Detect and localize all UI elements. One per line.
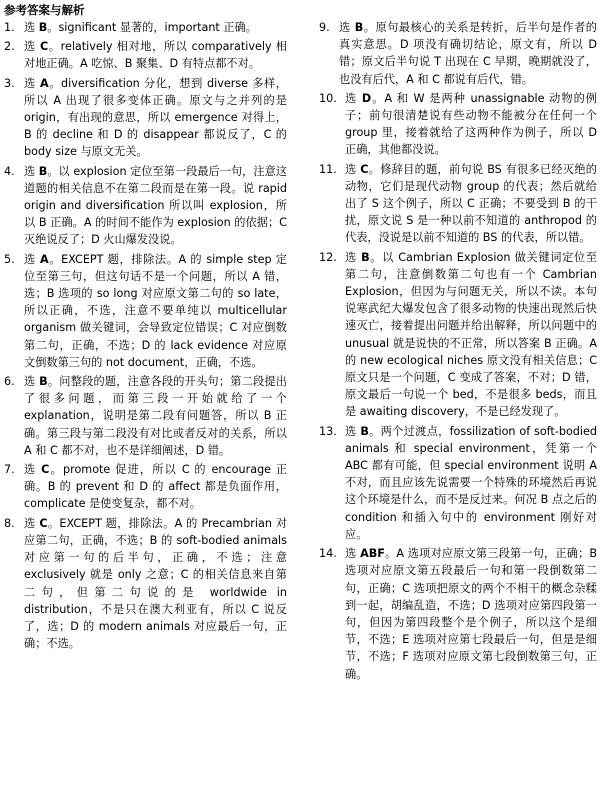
item-explanation [24,373,287,459]
item-number: 3. [4,76,15,90]
answer-item [4,461,287,513]
item-explanation [24,515,287,653]
answer-letter: B [360,424,369,438]
item-explanation [24,38,287,72]
item-explanation [339,19,597,88]
item-number: 6. [4,375,15,389]
item-number: 11. [319,162,337,176]
item-number: 10. [319,91,337,105]
item-explanation [24,461,287,513]
item-number: 13. [319,424,337,438]
choose-label: 选 [24,375,40,389]
answer-letter: ABF [360,547,385,561]
answer-item [319,545,597,683]
answer-letter: B [361,250,370,264]
answer-item [319,249,597,421]
left-column [4,19,287,654]
answer-letter: C [41,463,50,477]
item-number: 4. [4,164,15,178]
explanation-text: 。diversification 分化，想到 diverse 多样，所以 A 出现了很多变体正确。原文与之并列的是 origin，有出现的意思，所以 emergence 对得上，B 的 decline 和 D 的 disappear 都说反了，C 的 body size 与原文无关。 [24,76,287,159]
explanation-text: 。A 选项对应原文第三段第一句，正确；B 选项对应原文第五段最后一句和第一段倒数第二句，正确；C 选项把原文的两个不相干的概念杂糅到一起，胡编乱造，不选；D 选项对应第四段第一句，但因为第四段整个是个例子，所以这个是细节，不选；E 选项对应第七段最后一句，但是是细节，不选；F 选项对应原文第七段倒数第三句，正确。 [345,547,597,681]
item-explanation [345,423,597,543]
explanation-text: 。原句最核心的关系是转折，后半句是作者的真实意思。D 项没有确切结论，原文有，所以 D 错；原文后半句说 T 出现在 C 早期，晚期就没了，也没有后代，A 和 C 都说有后代，错。 [339,21,597,86]
explanation-text: 。两个过渡点，fossilization of soft-bodied animals 和 special environment，凭第一个 ABC 都有可能，但 special environment 说明 A 不对，而且应该先说需要一个特殊的环境然后再说这个环境是什么，而不是反过来。何况 B 点之后的 condition 和插入句中的 environment 刚好对应。 [345,424,597,541]
choose-label: 选 [345,91,362,105]
answer-item [319,161,597,247]
item-explanation [345,249,597,421]
explanation-text: 。significant 显著的，important 正确。 [47,21,257,34]
choose-label: 选 [24,463,42,477]
item-explanation [345,90,597,159]
choose-label: 选 [345,162,361,176]
explanation-text: 。问整段的题，注意各段的开头句；第二段提出了很多问题，而第三段一开始就给了一个 explanation，说明是第二段有问题答，所以 B 正确。第三段与第二段没有对比或者反对的关系，所以 A 和 C 都不对，也不是详细阐述，D 错。 [24,375,287,457]
choose-label: 选 [24,516,40,530]
choose-label: 选 [345,424,361,438]
explanation-text: 。A 和 W 是两种 unassignable 动物的例子；前句很清楚说有些动物不能被分在任何一个 group 里，接着就给了这两种作为例子，所以 D 正确，其他都没说。 [345,91,597,157]
answer-letter: A [40,252,49,266]
answer-item [4,251,287,371]
answer-letter: B [39,375,48,389]
answer-item [4,373,287,459]
item-number: 14. [319,547,337,561]
answer-item [4,515,287,653]
item-explanation [24,163,287,249]
explanation-text: 。relatively 相对地，所以 comparatively 相对地正确。A 吃惊、B 聚集、D 有特点都不对。 [24,40,287,71]
choose-label: 选 [24,21,39,34]
answer-item [319,19,597,88]
explanation-text: 。promote 促进，所以 C 的 encourage 正确。B 的 prevent 和 D 的 affect 都是负面作用，complicate 是使变复杂，都不对。 [24,463,288,511]
item-number: 2. [4,40,15,54]
explanation-text: 。EXCEPT 题，排除法。A 的 simple step 定位至第三句，但这句话不是一个问题，所以 A 错，选；B 选项的 so long 对应原文第二句的 so late，所以正确，不选，注意不要单纯以 multicellular organism 做关键词，会导致定位错误；C 对应倒数第二句，正确，不选；D 的 lack evidence 对应原文倒数第三句的 not document，正确，不选。 [24,252,287,369]
choose-label: 选 [24,164,39,178]
answer-letter: C [39,40,49,54]
item-explanation [345,161,597,247]
answer-letter: C [39,516,48,530]
page-title: 参考答案与解析 [4,3,85,17]
answer-item [319,423,597,543]
choose-label: 选 [24,76,40,90]
item-number: 1. [4,21,15,34]
item-explanation [24,75,287,161]
item-explanation [24,19,287,36]
choose-label: 选 [24,40,40,54]
item-number: 12. [319,250,337,264]
answer-item [4,75,287,161]
answer-letter: D [361,91,372,105]
item-number: 5. [4,252,15,266]
choose-label: 选 [345,250,362,264]
answer-letter: B [354,21,364,34]
item-number: 8. [4,516,15,530]
explanation-text: 。以 explosion 定位至第一段最后一句，注意这道题的相关信息不在第二段而是在第一段。说 rapid origin and diversification 所以叫 explosion，所以 B 正确。A 的时间不能作为 explosion 的依据；C 灭绝说反了；D 火山爆发没说。 [24,164,287,247]
item-explanation [345,545,597,683]
explanation-text: 。EXCEPT 题，排除法。A 的 Precambrian 对应第二句，正确，不选；B 的 soft-bodied animals 对应第一句的后半句，正确，不选；注意 exclusively 就是 only 之意；C 的相关信息来自第二句，但第二句说的是 worldwide in distribution，不是只在澳大利亚有，所以 C 说反了，选；D 的 modern animals 对应最后一句，正确；不选。 [24,516,288,651]
right-column [319,19,597,685]
explanation-text: 。以 Cambrian Explosion 做关键词定位至第二句，注意倒数第二句也有一个 Cambrian Explosion，但因为与问题无关，所以不读。本句说寒武纪大爆发包含了很多动物的快速出现然后快速灭亡，接着提出问题并给出解释，所以问题中的 unusual 就是说快的不正常，所以答案 B 正确。A 的 new ecological niches 原文没有相关信息；C 原文只是一个问题，C 变成了答案，不对；D 错，原文最后一句说一个 bed，不是很多 beds，而且是 awaiting discovery，不是已经发现了。 [345,250,597,419]
answer-item [4,163,287,249]
answer-item [319,90,597,159]
item-number: 7. [4,463,15,477]
answer-letter: B [38,164,48,178]
answer-letter: C [360,162,369,176]
choose-label: 选 [339,21,355,34]
answer-item [4,19,287,36]
answer-letter: A [39,76,49,90]
answer-item [4,38,287,72]
answer-letter: B [38,21,48,34]
choose-label: 选 [24,252,40,266]
item-explanation [24,251,287,371]
explanation-text: 。修辞目的题，前句说 BS 有很多已经灭绝的动物，它们是现代动物 group 的代表；然后就给出了 S 这个例子，所以 C 正确；不要受到 B 的干扰，原文说 S 是一种以前不知道的 anthropod 的代表，没说是以前不知道的 BS 的代表，所以错。 [345,162,597,245]
item-number: 9. [319,21,330,34]
choose-label: 选 [345,547,361,561]
